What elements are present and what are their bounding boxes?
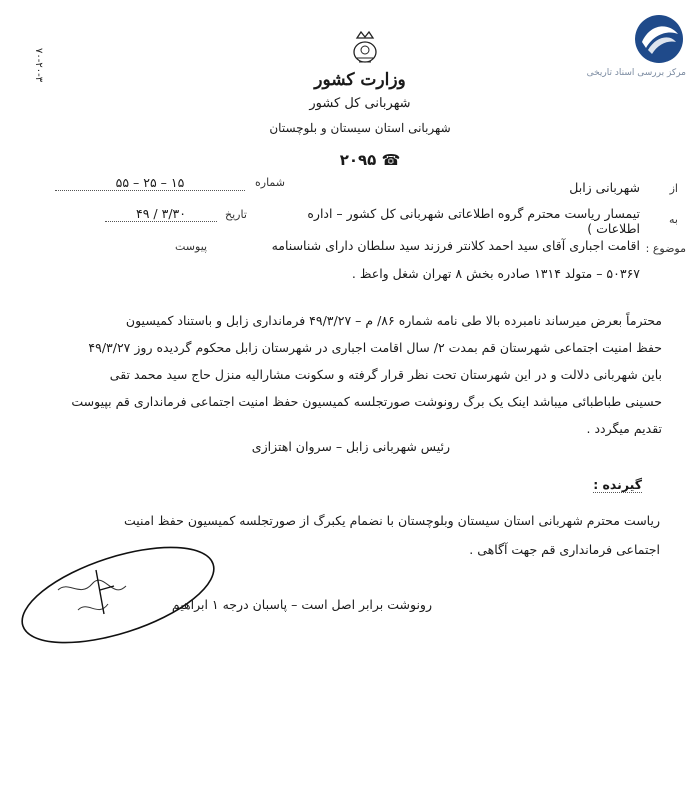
letterhead-province: شهربانی استان سیستان و بلوچستان (269, 121, 451, 135)
body-line-4: حسینی طباطبائی میباشد اینک یک برگ رونوشت صورتجلسه کمیسیون حفظ امنیت اجتماعی فرمانداری قم بپیوست (71, 394, 662, 409)
subject-line-1: اقامت اجباری آقای سید احمد کلانتر فرزند سید سلطان دارای شناسنامه (271, 238, 640, 253)
subject-label: موضوع : (645, 242, 686, 255)
lion-and-sun-crest-icon (345, 28, 385, 68)
date-label: تاریخ (225, 208, 247, 221)
body-line-1: محترماً بعرض میرساند نامبرده بالا طی نامه شماره ۸۶/ م – ۴۹/۳/۲۷ فرمانداری زابل و باستناد کمیسیون (125, 313, 662, 328)
phone-icon: ☎ (381, 151, 401, 169)
attachment-label: پیوست (175, 240, 208, 253)
archive-watermark (536, 12, 686, 82)
body-line-5: تقدیم میگردد . (586, 421, 662, 436)
to-value: تیمسار ریاست محترم گروه اطلاعاتی شهربانی کل کشور – اداره اطلاعات ) (307, 206, 640, 236)
letterhead-ministry: وزارت کشور (314, 70, 406, 90)
official-seal-icon (8, 540, 228, 650)
side-note: ۷۰-۲۰-۳ (33, 48, 44, 83)
body-line-3: باین شهربانی دلالت و در این شهرستان تحت نظر قرار گرفته و سکونت مشارالیه منزل حاج سید محمد تقی (109, 367, 662, 382)
number-value: ۵۵ – ۲۵ – ۱۵ (55, 175, 245, 191)
body-line-2: حفظ امنیت اجتماعی شهرستان قم بمدت ۲/ سال اقامت اجباری در شهرستان زابل محکوم گردیده روز ۴۹/۳/۲۷ (88, 340, 662, 355)
footer-certification: رونوشت برابر اصل است – پاسبان درجه ۱ ابراهیم (171, 597, 432, 612)
letterhead-police: شهربانی کل کشور (309, 96, 411, 111)
date-value: ۴۹ / ۳/۳۰ (105, 206, 217, 222)
subject-line-2: ۵۰۳۶۷ – متولد ۱۳۱۴ صادره بخش ۸ تهران شغل واعظ . (351, 266, 640, 281)
number-label: شماره (255, 176, 286, 189)
to-label: به (669, 213, 678, 226)
watermark-text: مرکز بررسی اسناد تاریخی (586, 68, 686, 78)
document-number (300, 151, 440, 169)
from-label: از (669, 182, 678, 195)
recipients-line-2: اجتماعی فرمانداری قم جهت آگاهی . (469, 542, 660, 557)
from-value: شهربانی زابل (569, 180, 640, 195)
recipients-line-1: ریاست محترم شهربانی استان سیستان وبلوچستان با نضمام یکبرگ از صورتجلسه کمیسیون حفظ امنیت (123, 513, 660, 528)
document-number-value: ۲۰۹۵ (339, 151, 377, 169)
body-signature: رئیس شهربانی زابل – سروان اهتزازی (251, 439, 450, 454)
recipients-heading: گیرنده : (593, 477, 642, 492)
archive-logo-icon (632, 12, 686, 66)
